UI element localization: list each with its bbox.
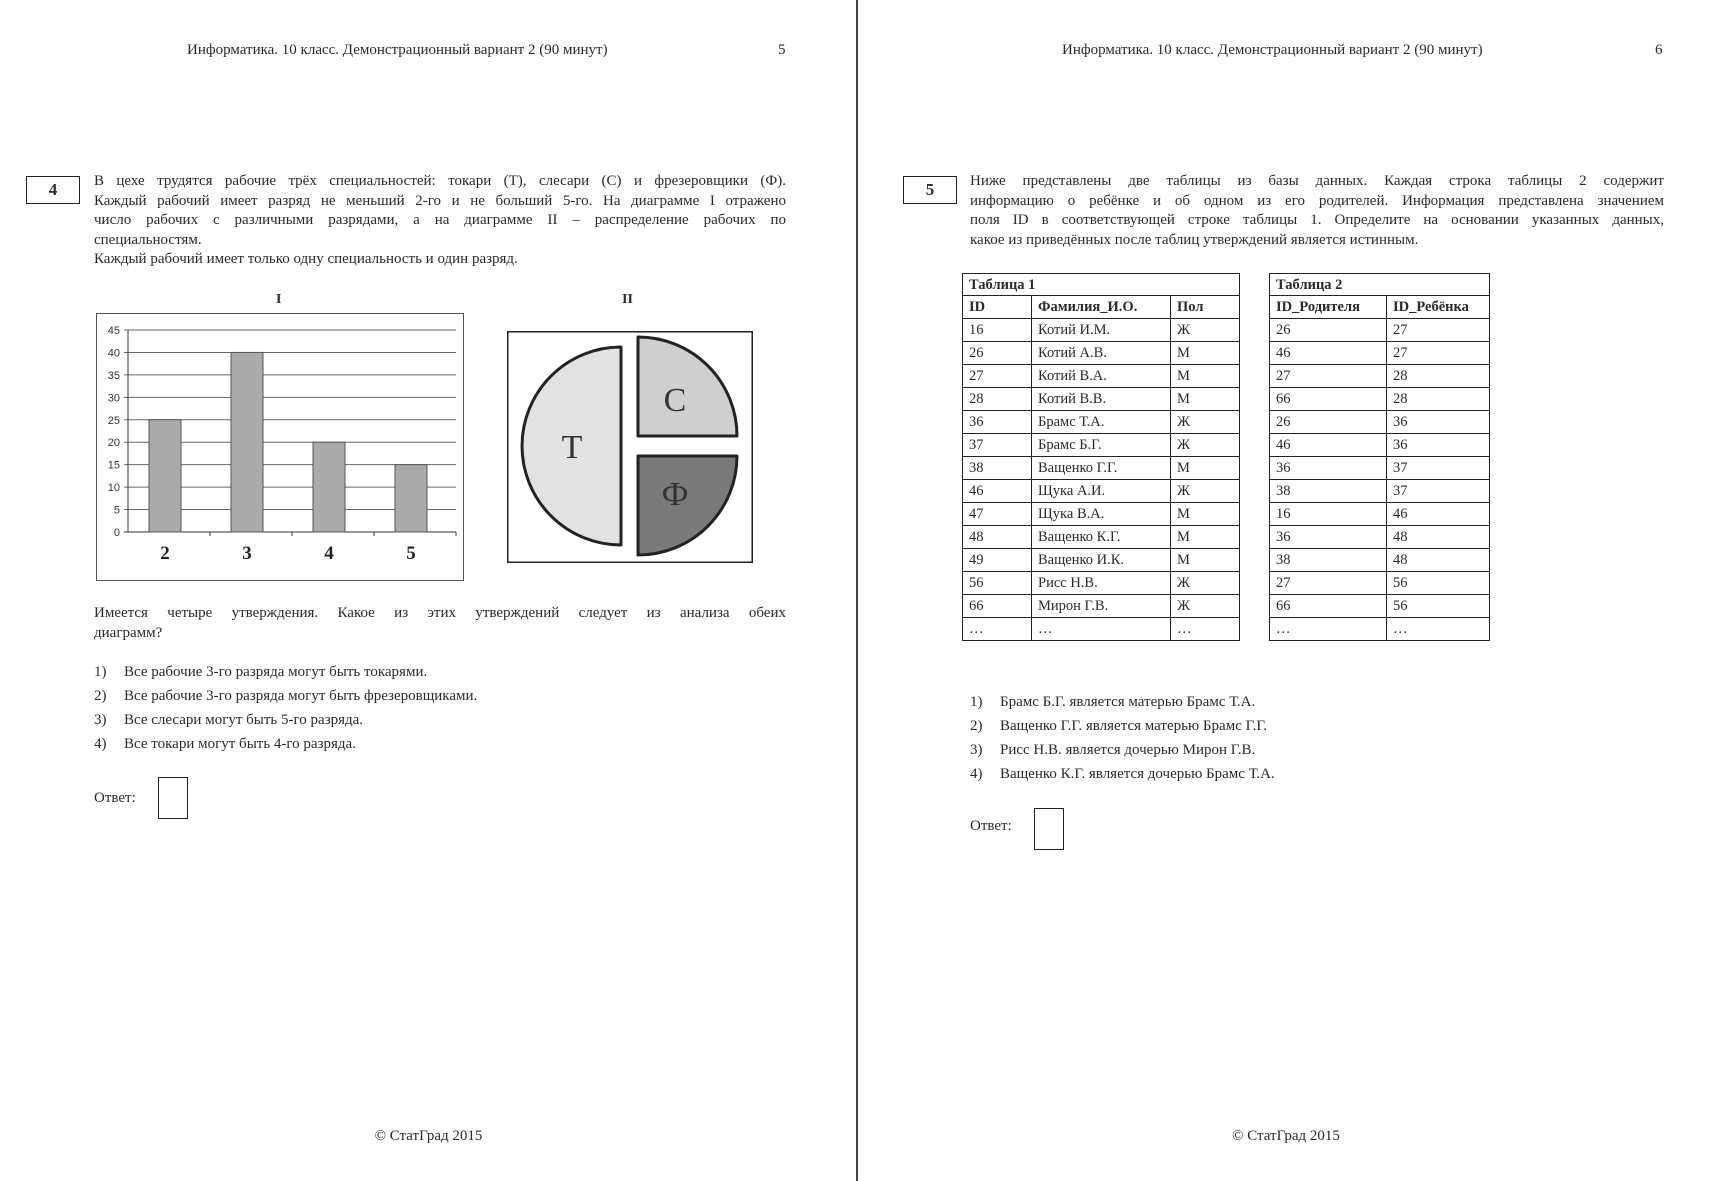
table-cell: Ж bbox=[1171, 411, 1240, 434]
bar-rank-3 bbox=[231, 352, 263, 532]
table-cell: 56 bbox=[1387, 572, 1490, 595]
question-number-box: 4 bbox=[26, 176, 80, 204]
table-cell: 46 bbox=[1270, 342, 1387, 365]
table-2-row bbox=[1270, 388, 1490, 411]
table-cell: Котий И.М. bbox=[1032, 319, 1171, 342]
table-1-row bbox=[963, 411, 1240, 434]
intro-line: Ниже представлены две таблицы из базы данных. Каждая строка таблицы 2 содержит bbox=[970, 173, 1664, 189]
table-cell: Ж bbox=[1171, 319, 1240, 342]
table-cell: Щука В.А. bbox=[1032, 503, 1171, 526]
intro-line: Каждый рабочий имеет разряд не меньший 2-го и не больший 5-го. На диаграмме I отражено bbox=[94, 192, 786, 209]
page-header: Информатика. 10 класс. Демонстрационный вариант 2 (90 минут) bbox=[1062, 42, 1483, 58]
table-2-row bbox=[1270, 503, 1490, 526]
table-cell: 46 bbox=[963, 480, 1032, 503]
table-cell: 48 bbox=[963, 526, 1032, 549]
table-cell: М bbox=[1171, 388, 1240, 411]
table-1-row bbox=[963, 457, 1240, 480]
table-2-row bbox=[1270, 595, 1490, 618]
y-tick-label: 5 bbox=[113, 504, 120, 517]
table-cell: 47 bbox=[963, 503, 1032, 526]
option-4: 4) Все токари могут быть 4-го разряда. bbox=[94, 736, 356, 752]
table-cell: М bbox=[1171, 503, 1240, 526]
y-tick-label: 45 bbox=[107, 325, 120, 337]
table-cell: 37 bbox=[1387, 457, 1490, 480]
table-cell: 27 bbox=[963, 365, 1032, 388]
x-tick-label: 5 bbox=[406, 543, 416, 564]
x-tick-label: 2 bbox=[160, 543, 170, 564]
table-cell: … bbox=[1387, 618, 1490, 641]
table-2-row bbox=[1270, 342, 1490, 365]
table-cell: Ж bbox=[1171, 434, 1240, 457]
table-2-row bbox=[1270, 457, 1490, 480]
table-cell: Ж bbox=[1171, 595, 1240, 618]
page-number: 5 bbox=[778, 42, 786, 58]
y-tick-label: 25 bbox=[107, 414, 120, 427]
table-cell: 28 bbox=[1387, 388, 1490, 411]
answer-area bbox=[970, 818, 1012, 835]
table-cell: 26 bbox=[963, 342, 1032, 365]
table-1-row bbox=[963, 388, 1240, 411]
table-cell: Ващенко И.К. bbox=[1032, 549, 1171, 572]
answer-label: Ответ: bbox=[94, 790, 136, 806]
option-2: 2) Все рабочие 3-го разряда могут быть фрезеровщиками. bbox=[94, 688, 478, 704]
table-cell: 49 bbox=[963, 549, 1032, 572]
table-1-caption: Таблица 1 bbox=[962, 273, 1240, 295]
table-cell: Ж bbox=[1171, 480, 1240, 503]
table-1 bbox=[962, 273, 1240, 641]
intro-line: специальностям. bbox=[94, 231, 202, 248]
table-cell: Котий А.В. bbox=[1032, 342, 1171, 365]
table-cell: М bbox=[1171, 342, 1240, 365]
answer-label: Ответ: bbox=[970, 818, 1012, 834]
table-1-row bbox=[963, 526, 1240, 549]
table-2-caption: Таблица 2 bbox=[1269, 273, 1490, 295]
table-cell: 28 bbox=[1387, 365, 1490, 388]
table-cell: 38 bbox=[1270, 549, 1387, 572]
y-tick-label: 10 bbox=[107, 482, 120, 495]
table-1-row bbox=[963, 572, 1240, 595]
question-intro bbox=[970, 172, 1664, 250]
answer-area bbox=[94, 790, 136, 807]
table-cell: М bbox=[1171, 549, 1240, 572]
table-2-row bbox=[1270, 411, 1490, 434]
table-cell: 27 bbox=[1387, 319, 1490, 342]
answer-input-box[interactable] bbox=[1034, 808, 1064, 850]
table-1-row bbox=[963, 480, 1240, 503]
table-cell: 27 bbox=[1270, 572, 1387, 595]
table-1-row bbox=[963, 319, 1240, 342]
table-cell: Брамс Б.Г. bbox=[1032, 434, 1171, 457]
table-cell: М bbox=[1171, 457, 1240, 480]
answer-input-box[interactable] bbox=[158, 777, 188, 819]
table-cell: 36 bbox=[1387, 411, 1490, 434]
table-cell: Ващенко К.Г. bbox=[1032, 526, 1171, 549]
table-cell: 16 bbox=[1270, 503, 1387, 526]
table-2-row bbox=[1270, 549, 1490, 572]
table-cell: 36 bbox=[963, 411, 1032, 434]
bar-rank-4 bbox=[313, 442, 345, 532]
chart-title-I: I bbox=[276, 292, 282, 307]
table-2 bbox=[1269, 273, 1490, 641]
option-3: 3) Рисс Н.В. является дочерью Мирон Г.В. bbox=[970, 742, 1256, 758]
table-1-header: Фамилия_И.О. bbox=[1032, 296, 1171, 319]
table-cell: Ж bbox=[1171, 572, 1240, 595]
table-cell: … bbox=[1032, 618, 1171, 641]
option-4: 4) Ващенко К.Г. является дочерью Брамс Т.А. bbox=[970, 766, 1275, 782]
intro-line: В цехе трудятся рабочие трёх специальностей: токари (Т), слесари (С) и фрезеровщики (Ф). bbox=[94, 173, 786, 189]
table-2-row bbox=[1270, 365, 1490, 388]
table-cell: 48 bbox=[1387, 526, 1490, 549]
pie-slice-label: Т bbox=[561, 429, 583, 466]
question-line: Имеется четыре утверждения. Какое из этих утверждений следует из анализа обеих bbox=[94, 605, 786, 621]
table-1-row bbox=[963, 503, 1240, 526]
y-tick-label: 15 bbox=[107, 459, 120, 472]
right-page bbox=[858, 0, 1714, 1181]
table-cell: 46 bbox=[1270, 434, 1387, 457]
table-cell: 28 bbox=[963, 388, 1032, 411]
intro-line: какое из приведённых после таблиц утверждений является истинным. bbox=[970, 231, 1419, 248]
table-1-row bbox=[963, 618, 1240, 641]
table-2-row bbox=[1270, 319, 1490, 342]
intro-line: число рабочих с различными разрядами, а на диаграмме II – распределение рабочих по bbox=[94, 212, 786, 228]
table-cell: Котий В.В. bbox=[1032, 388, 1171, 411]
option-3: 3) Все слесари могут быть 5-го разряда. bbox=[94, 712, 364, 728]
bar-rank-2 bbox=[149, 420, 181, 532]
table-cell: 37 bbox=[963, 434, 1032, 457]
table-1-row bbox=[963, 365, 1240, 388]
chart-title-II: II bbox=[622, 292, 633, 307]
table-cell: 26 bbox=[1270, 319, 1387, 342]
table-cell: 37 bbox=[1387, 480, 1490, 503]
table-cell: 66 bbox=[1270, 595, 1387, 618]
pie-slice-label: Ф bbox=[661, 476, 689, 513]
table-cell: 46 bbox=[1387, 503, 1490, 526]
table-2-row bbox=[1270, 480, 1490, 503]
table-cell: 56 bbox=[963, 572, 1032, 595]
x-tick-label: 3 bbox=[242, 543, 252, 564]
table-cell: Котий В.А. bbox=[1032, 365, 1171, 388]
x-tick-label: 4 bbox=[324, 543, 334, 564]
table-cell: 36 bbox=[1270, 526, 1387, 549]
intro-line: Каждый рабочий имеет только одну специальность и один разряд. bbox=[94, 251, 518, 267]
table-cell: 66 bbox=[1270, 388, 1387, 411]
table-cell: 27 bbox=[1270, 365, 1387, 388]
intro-line: информацию о ребёнке и об одном из его родителей. Информация представлена значением bbox=[970, 192, 1664, 209]
table-cell: 36 bbox=[1270, 457, 1387, 480]
table-1-row bbox=[963, 434, 1240, 457]
option-1: 1) Брамс Б.Г. является матерью Брамс Т.А. bbox=[970, 694, 1256, 710]
table-cell: 26 bbox=[1270, 411, 1387, 434]
question-intro bbox=[94, 172, 786, 270]
pie-chart-specialties bbox=[507, 331, 753, 563]
table-cell: Щука А.И. bbox=[1032, 480, 1171, 503]
table-1-row bbox=[963, 595, 1240, 618]
table-cell: … bbox=[963, 618, 1032, 641]
table-cell: 38 bbox=[1270, 480, 1387, 503]
page-footer: © СтатГрад 2015 bbox=[374, 1128, 483, 1144]
table-1-header: ID bbox=[963, 296, 1032, 319]
y-tick-label: 40 bbox=[107, 347, 120, 360]
table-cell: Брамс Т.А. bbox=[1032, 411, 1171, 434]
question-number-box: 5 bbox=[903, 176, 957, 204]
page-header: Информатика. 10 класс. Демонстрационный вариант 2 (90 минут) bbox=[187, 42, 608, 58]
y-tick-label: 0 bbox=[113, 527, 120, 539]
table-1-header: Пол bbox=[1171, 296, 1240, 319]
table-cell: … bbox=[1270, 618, 1387, 641]
y-tick-label: 30 bbox=[107, 392, 120, 405]
y-tick-label: 20 bbox=[107, 437, 120, 450]
bar-rank-5 bbox=[395, 465, 427, 532]
table-2-row bbox=[1270, 526, 1490, 549]
page-number: 6 bbox=[1655, 42, 1663, 58]
table-cell: М bbox=[1171, 365, 1240, 388]
table-cell: 16 bbox=[963, 319, 1032, 342]
option-1: 1) Все рабочие 3-го разряда могут быть токарями. bbox=[94, 664, 428, 680]
table-1-row bbox=[963, 549, 1240, 572]
table-2-row bbox=[1270, 618, 1490, 641]
bar-chart-ranks bbox=[96, 313, 464, 581]
pie-slice-label: С bbox=[663, 382, 687, 419]
table-cell: 66 bbox=[963, 595, 1032, 618]
question-line: диаграмм? bbox=[94, 624, 163, 641]
option-2: 2) Ващенко Г.Г. является матерью Брамс Г.Г. bbox=[970, 718, 1268, 734]
table-2-row bbox=[1270, 434, 1490, 457]
table-cell: 56 bbox=[1387, 595, 1490, 618]
table-2-header: ID_Родителя bbox=[1270, 296, 1387, 319]
page-footer: © СтатГрад 2015 bbox=[1232, 1128, 1340, 1144]
table-cell: 36 bbox=[1387, 434, 1490, 457]
y-tick-label: 35 bbox=[107, 369, 120, 382]
table-2-row bbox=[1270, 572, 1490, 595]
intro-line: поля ID в соответствующей строке таблицы 1. Определите на основании указанных данных, bbox=[970, 212, 1664, 228]
table-cell: … bbox=[1171, 618, 1240, 641]
question-text bbox=[94, 604, 786, 643]
table-cell: Рисс Н.В. bbox=[1032, 572, 1171, 595]
table-cell: 38 bbox=[963, 457, 1032, 480]
answer-options bbox=[970, 694, 1670, 790]
table-cell: М bbox=[1171, 526, 1240, 549]
table-cell: 27 bbox=[1387, 342, 1490, 365]
table-cell: Ващенко Г.Г. bbox=[1032, 457, 1171, 480]
table-cell: 48 bbox=[1387, 549, 1490, 572]
answer-options bbox=[94, 664, 794, 760]
table-2-header: ID_Ребёнка bbox=[1387, 296, 1490, 319]
table-1-row bbox=[963, 342, 1240, 365]
table-cell: Мирон Г.В. bbox=[1032, 595, 1171, 618]
